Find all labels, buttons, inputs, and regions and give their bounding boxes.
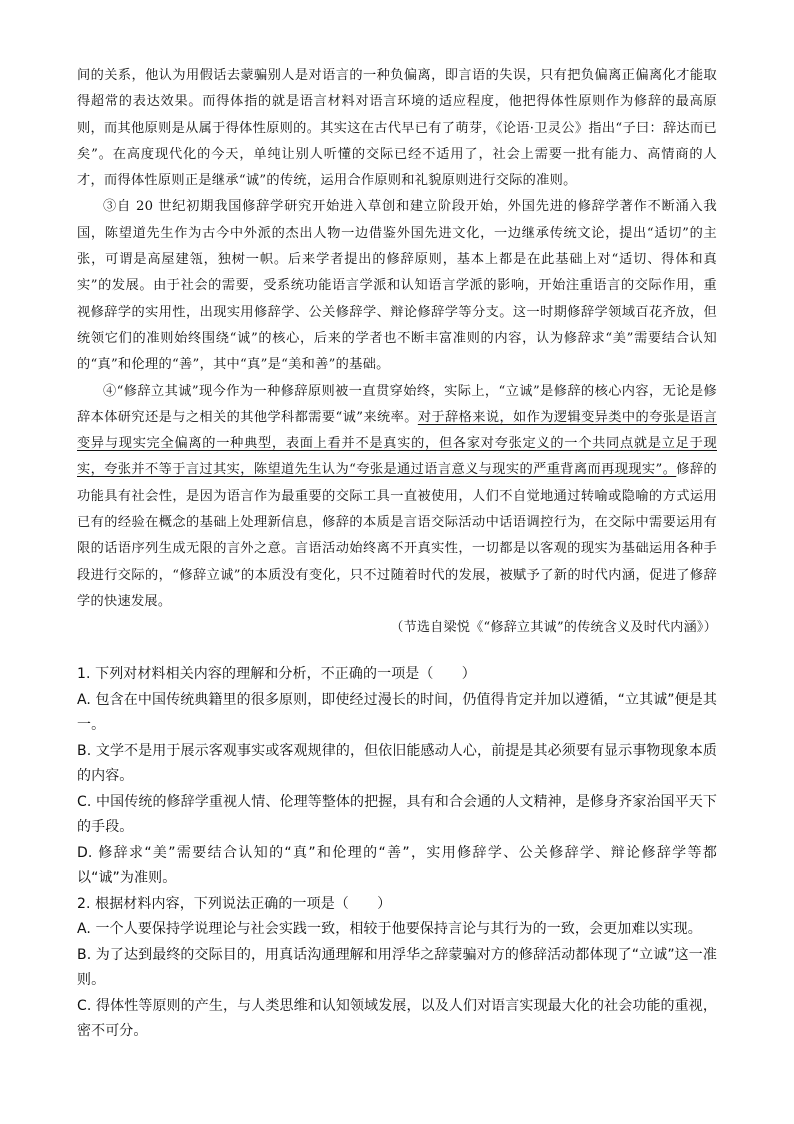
underlined-sentence: 对于辞格来说，如作为逻辑变异类中的夸张是语言变异与现实完全偏离的一种典型，表面上看并不是真实的，但各家对夸张定义的一个共同点就是立足于现实，夸张并不等于言过其实，陈望道先生认为“夸张是通过语言意义与现实的严重背离而再现现实”。: [77, 409, 718, 478]
passage-paragraph-4: [77, 379, 717, 616]
question-2-stem: 2. 根据材料内容，下列说法正确的一项是（ ）: [77, 895, 392, 912]
passage-paragraph-1: 间的关系，他认为用假话去蒙骗别人是对语言的一种负偏离，即言语的失误，只有把负偏离正偏离化才能取得超常的表达效果。而得体指的就是语言材料对语言环境的适应程度，他把得体性原则作为修辞的最高原则，而其他原则是从属于得体性原则的。其实这在古代早已有了萌芽，《论语·卫灵公》指出“子曰：辞达而已矣”。在高度现代化的今天，单纯让别人听懂的交际已经不适用了，社会上需要一批有能力、高情商的人才，而得体性原则正是继承“诚”的传统，运用合作原则和礼貌原则进行交际的准则。: [77, 68, 717, 189]
question-1-option-b: B. 文学不是用于展示客观事实或客观规律的，但依旧能感动人心，前提是其必须要有显示事物现象本质的内容。: [77, 742, 717, 784]
question-2-option-a: A. 一个人要保持学说理论与社会实践一致，相较于他要保持言论与其行为的一致，会更加难以实现。: [77, 921, 702, 937]
question-1-option-d: D. 修辞求“美”需要结合认知的“真”和伦理的“善”，实用修辞学、公关修辞学、辩论修辞学等都以“诚”为准则。: [77, 844, 717, 886]
question-1-option-c: C. 中国传统的修辞学重视人情、伦理等整体的把握，具有和合会通的人文精神，是修身齐家治国平天下的手段。: [77, 793, 717, 835]
source-citation: （节选自梁悦《“修辞立其诚”的传统含义及时代内涵》）: [390, 620, 717, 636]
question-2-option-c: C. 得体性等原则的产生，与人类思维和认知领域发展，以及人们对语言实现最大化的社会功能的重视，密不可分。: [77, 997, 717, 1039]
reading-passage: [77, 63, 717, 642]
question-1-option-a: A. 包含在中国传统典籍里的很多原则，即使经过漫长的时间，仍值得肯定并加以遵循，“立其诚”便是其一。: [77, 691, 717, 733]
paragraph-4-opening: ④“修辞立其诚”现今作为一种修辞原则被一直贯穿始终，实际上，“立诚”是修辞的核心内容，无论是修辞本体研究还是与之相关的其他学科都需要“诚”来统率。: [77, 383, 717, 425]
question-section: [77, 662, 717, 1045]
passage-paragraph-3: ③自 20 世纪初期我国修辞学研究开始进入草创和建立阶段开始，外国先进的修辞学著作不断涌入我国，陈望道先生作为古今中外派的杰出人物一边借鉴外国先进文化，一边继承传统文论，提出“适切”的主张，可谓是高屋建瓴，独树一帜。后来学者提出的修辞原则，基本上都是在此基础上对“适切、得体和真实”的发展。由于社会的需要，受系统功能语言学派和认知语言学派的影响，开始注重语言的交际作用，重视修辞学的实用性，出现实用修辞学、公关修辞学、辩论修辞学等分支。这一时期修辞学领域百花齐放，但统领它们的准则始终围绕“诚”的核心，后来的学者也不断丰富准则的内容，认为修辞求“美”需要结合认知的“真”和伦理的“善”，其中“真”是“美和善”的基础。: [77, 199, 717, 373]
question-1-stem: 1. 下列对材料相关内容的理解和分析，不正确的一项是（ ）: [77, 666, 476, 682]
question-2-option-b: B. 为了达到最终的交际目的，用真话沟通理解和用浮华之辞蒙骗对方的修辞活动都体现了“立诚”这一准则。: [77, 946, 717, 988]
paragraph-4-closing: 修辞的功能具有社会性，是因为语言作为最重要的交际工具一直被使用，人们不自觉地通过转喻或隐喻的方式运用已有的经验在概念的基础上处理新信息，修辞的本质是言语交际活动中话语调控行为，在交际中需要运用有限的话语序列生成无限的言外之意。言语活动始终离不开真实性，一切都是以客观的现实为基础运用各种手段进行交际的，“修辞立诚”的本质没有变化，只不过随着时代的发展，被赋予了新的时代内涵，促进了修辞学的快速发展。: [77, 462, 717, 609]
